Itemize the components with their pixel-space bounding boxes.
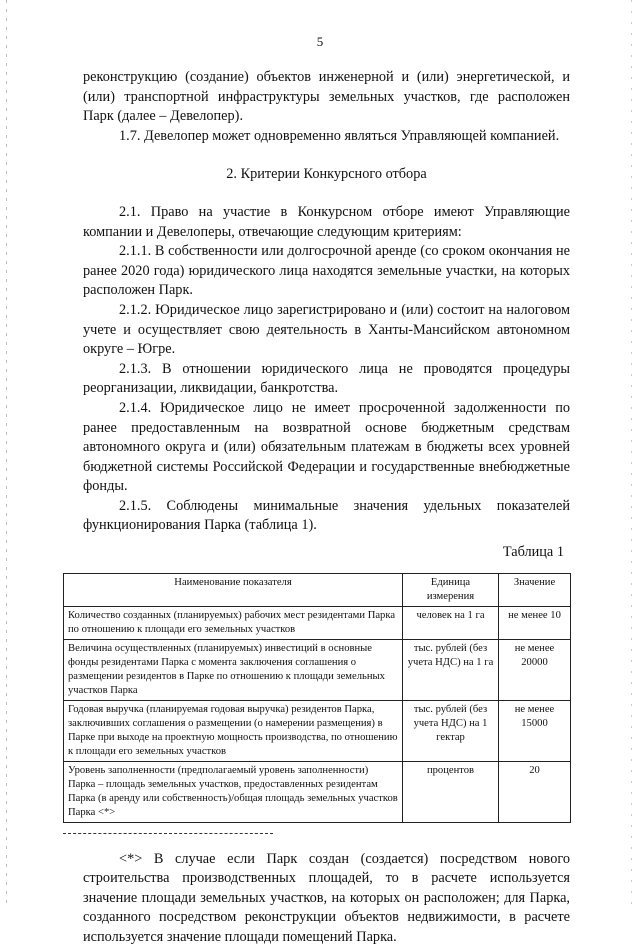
paragraph-2-1-3: 2.1.3. В отношении юридического лица не проводятся процедуры реорганизации, ликвидации, банкротства. xyxy=(83,360,570,397)
section-title: 2. Критерии Конкурсного отбора xyxy=(226,166,427,183)
table-row xyxy=(64,761,571,822)
cell-value: 20 xyxy=(499,761,571,822)
cell-unit: человек на 1 га xyxy=(403,606,499,639)
cell-value: не менее 20000 xyxy=(499,639,571,700)
cell-unit: процентов xyxy=(403,761,499,822)
cell-indicator: Величина осуществленных (планируемых) инвестиций в основные фонды резидентами Парка с момента заключения соглашения о размещении резидентов в Парке по отношению к площади земельных участков Парка xyxy=(64,639,403,700)
table-row xyxy=(64,639,571,700)
paragraph-2-1: 2.1. Право на участие в Конкурсном отборе имеют Управляющие компании и Девелоперы, отвечающие следующим критериям: xyxy=(83,203,570,240)
paragraph-2-1-2: 2.1.2. Юридическое лицо зарегистрировано и (или) состоит на налоговом учете и осуществляет свою деятельность в Ханты-Мансийском автономном округе – Югре. xyxy=(83,301,570,358)
scan-edge-right xyxy=(631,0,632,905)
table-row xyxy=(64,700,571,761)
cell-value: не менее 15000 xyxy=(499,700,571,761)
indicators-table xyxy=(63,573,571,823)
table-header-row xyxy=(64,573,571,606)
cell-value: не менее 10 xyxy=(499,606,571,639)
scan-edge-left xyxy=(6,0,7,905)
document-body xyxy=(68,68,570,948)
paragraph-1-7: 1.7. Девелопер может одновременно являться Управляющей компанией. xyxy=(119,127,560,144)
footnote-divider xyxy=(63,833,273,834)
cell-unit: тыс. рублей (без учета НДС) на 1 гектар xyxy=(403,700,499,761)
header-indicator-name: Наименование показателя xyxy=(64,573,403,606)
table-row xyxy=(64,606,571,639)
cell-indicator: Количество созданных (планируемых) рабочих мест резидентами Парка по отношению к площади его земельных участков xyxy=(64,606,403,639)
paragraph-2-1-4: 2.1.4. Юридическое лицо не имеет просроченной задолженности по ранее предоставленным на возвратной основе бюджетным средствам автономного округа и (или) обязательным платежам в бюджеты всех уровней бюджетной системы Российской Федерации и государственные внебюджетные фонды. xyxy=(83,399,570,495)
cell-indicator: Годовая выручка (планируемая годовая выручка) резидентов Парка, заключивших соглашения о размещении (о намерении размещения) в Парке при выходе на проектную мощность производства, по отношению к площади его земельных участков xyxy=(64,700,403,761)
paragraph-2-1-5: 2.1.5. Соблюдены минимальные значения удельных показателей функционирования Парка (таблица 1). xyxy=(83,497,570,534)
page-number: 5 xyxy=(316,34,324,49)
cell-indicator: Уровень заполненности (предполагаемый уровень заполненности) Парка – площадь земельных участков, предоставленных резидентам Парка (в аренду или собственность)/общая площадь земельных участков Парка <*> xyxy=(64,761,403,822)
paragraph-2-1-1: 2.1.1. В собственности или долгосрочной аренде (со сроком окончания не ранее 2020 года) юридического лица находятся земельные участки, на которых расположен Парк. xyxy=(83,243,570,299)
paragraph-p1: реконструкцию (создание) объектов инженерной и (или) энергетической, и (или) транспортной инфраструктуры земельных участков, где расположен Парк (далее – Девелопер). xyxy=(83,69,570,125)
header-value: Значение xyxy=(499,573,571,606)
cell-unit: тыс. рублей (без учета НДС) на 1 га xyxy=(403,639,499,700)
table-caption: Таблица 1 xyxy=(502,544,564,561)
footnote-text: <*> В случае если Парк создан (создается) посредством нового строительства производственных площадей, то в расчете используется значение площади земельных участков, на которых он расположен; для Парка, созданного посредством реконструкции объектов недвижимости, в расчете используется значение площади помещений Парка. xyxy=(83,850,570,946)
header-unit: Единица измерения xyxy=(403,573,499,606)
